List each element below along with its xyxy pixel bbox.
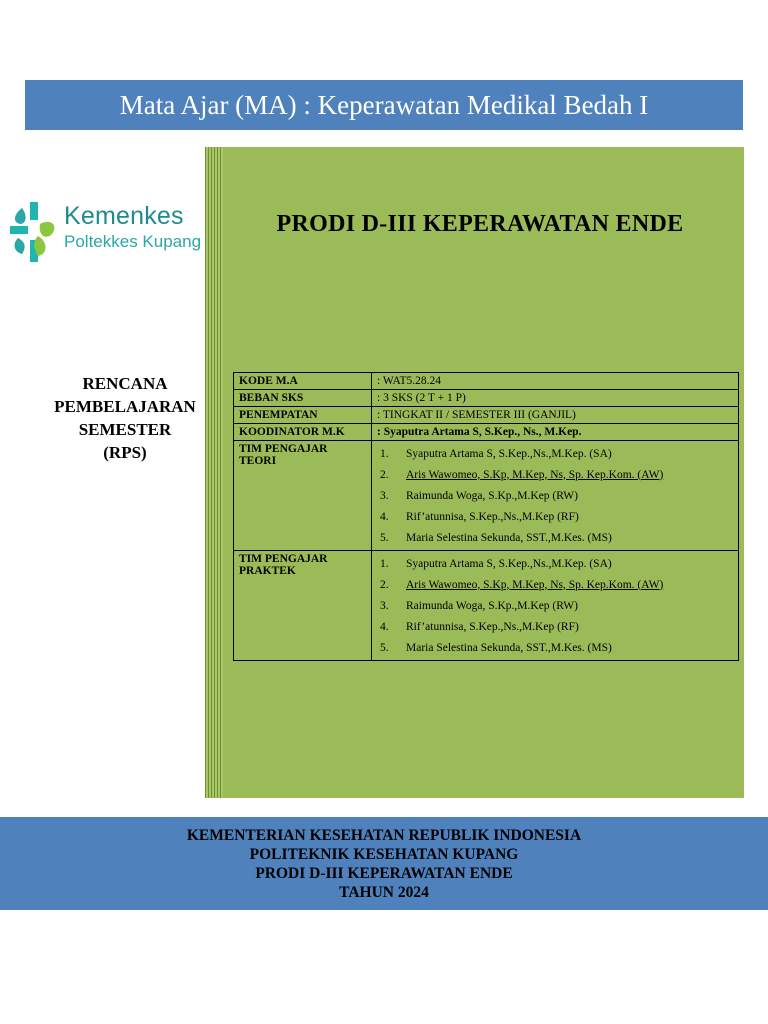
tim-teori-label — [234, 441, 372, 551]
list-number: 4. — [380, 510, 389, 523]
list-item — [377, 553, 733, 574]
footer-year: TAHUN 2024 — [339, 883, 429, 901]
member-name: Rif’atunnisa, S.Kep.,Ns.,M.Kep (RF) — [406, 620, 579, 633]
logo-wordmark: Kemenkes — [64, 202, 184, 230]
footer-polytechnic: POLITEKNIK KESEHATAN KUPANG — [249, 845, 519, 863]
rps-title — [40, 372, 210, 464]
koordinator-label: KOODINATOR M.K — [234, 424, 372, 441]
prodi-title: PRODI D-III KEPERAWATAN ENDE — [276, 211, 684, 237]
list-item — [377, 637, 733, 658]
kode-value: : WAT5.28.24 — [372, 373, 739, 390]
list-number: 2. — [380, 578, 389, 591]
footer-prodi: PRODI D-III KEPERAWATAN ENDE — [255, 864, 513, 882]
rps-title-line: SEMESTER — [78, 420, 172, 439]
list-number: 5. — [380, 641, 389, 654]
list-item — [377, 574, 733, 595]
member-name: Raimunda Woga, S.Kp.,M.Kep (RW) — [406, 489, 578, 502]
list-item — [377, 464, 733, 485]
table-row — [234, 551, 739, 661]
member-name: Aris Wawomeo, S.Kp, M.Kep, Ns, Sp. Kep.Kom. (AW) — [406, 468, 664, 481]
table-row — [234, 407, 739, 424]
rps-title-line: RENCANA — [82, 374, 168, 393]
table-row — [234, 390, 739, 407]
member-name: Maria Selestina Sekunda, SST.,M.Kes. (MS) — [406, 531, 612, 544]
list-item — [377, 506, 733, 527]
list-item — [377, 443, 733, 464]
tim-praktek-label-line: TIM PENGAJAR — [239, 553, 328, 565]
course-info-table — [233, 372, 739, 661]
panel-stripe-border — [205, 147, 223, 798]
list-number: 3. — [380, 489, 389, 502]
member-name: Rif’atunnisa, S.Kep.,Ns.,M.Kep (RF) — [406, 510, 579, 523]
list-item — [377, 616, 733, 637]
tim-teori-label-line: TEORI — [239, 455, 277, 467]
kemenkes-logo — [8, 198, 208, 268]
penempatan-value: : TINGKAT II / SEMESTER III (GANJIL) — [372, 407, 739, 424]
beban-label: BEBAN SKS — [234, 390, 372, 407]
kode-label: KODE M.A — [234, 373, 372, 390]
tim-praktek-members — [372, 551, 739, 661]
kemenkes-emblem-icon — [8, 200, 60, 264]
tim-praktek-label — [234, 551, 372, 661]
list-item — [377, 527, 733, 548]
table-row — [234, 441, 739, 551]
tim-teori-label-line: TIM PENGAJAR — [239, 443, 328, 455]
list-number: 3. — [380, 599, 389, 612]
praktek-member-list — [377, 553, 733, 658]
rps-title-line: PEMBELAJARAN — [54, 397, 196, 416]
list-number: 1. — [380, 447, 389, 460]
list-number: 5. — [380, 531, 389, 544]
tim-teori-members — [372, 441, 739, 551]
koordinator-value: : Syaputra Artama S, S.Kep., Ns., M.Kep. — [372, 424, 739, 441]
member-name: Raimunda Woga, S.Kp.,M.Kep (RW) — [406, 599, 578, 612]
member-name: Aris Wawomeo, S.Kp, M.Kep, Ns, Sp. Kep.Kom. (AW) — [406, 578, 664, 591]
table-row — [234, 424, 739, 441]
list-item — [377, 595, 733, 616]
course-title: Mata Ajar (MA) : Keperawatan Medikal Bedah I — [119, 89, 649, 120]
logo-subtitle: Poltekkes Kupang — [64, 232, 202, 251]
member-name: Maria Selestina Sekunda, SST.,M.Kes. (MS) — [406, 641, 612, 654]
beban-value: : 3 SKS (2 T + 1 P) — [372, 390, 739, 407]
list-number: 4. — [380, 620, 389, 633]
rps-title-line: (RPS) — [103, 443, 147, 462]
course-title-bar — [25, 80, 743, 130]
list-number: 1. — [380, 557, 389, 570]
list-number: 2. — [380, 468, 389, 481]
member-name: Syaputra Artama S, S.Kep.,Ns.,M.Kep. (SA) — [406, 447, 612, 460]
penempatan-label: PENEMPATAN — [234, 407, 372, 424]
institution-footer — [0, 817, 768, 910]
table-row — [234, 373, 739, 390]
tim-praktek-label-line: PRAKTEK — [239, 565, 296, 577]
list-item — [377, 485, 733, 506]
member-name: Syaputra Artama S, S.Kep.,Ns.,M.Kep. (SA) — [406, 557, 612, 570]
teori-member-list — [377, 443, 733, 548]
footer-ministry: KEMENTERIAN KESEHATAN REPUBLIK INDONESIA — [186, 826, 582, 844]
